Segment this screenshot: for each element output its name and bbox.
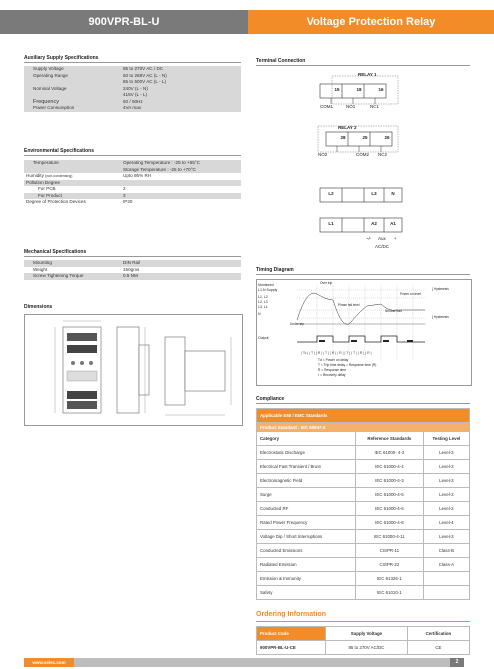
terminal-diagram — [256, 66, 470, 256]
table-row — [257, 530, 470, 544]
cell: Level-3 — [423, 446, 469, 460]
env-label: Pollution Degree — [26, 179, 60, 185]
page-number: 2 — [450, 658, 464, 667]
timing-legend-1: Td = Power on delay — [318, 358, 349, 362]
table-row — [257, 460, 470, 474]
label-no2: NO2 — [318, 152, 328, 157]
footer-bar — [24, 658, 464, 667]
timing-label-n: N — [258, 312, 261, 316]
table-row — [257, 558, 470, 572]
cell: Level-4 — [423, 516, 469, 530]
cell: IEC 61010-1 — [356, 586, 424, 600]
compliance-header: Reference Standards — [356, 432, 424, 446]
dimension-diagram — [25, 315, 242, 425]
table-row — [257, 641, 470, 655]
mech-table — [24, 260, 241, 280]
env-label-sub: (non-condensing) — [45, 174, 73, 178]
cell: IEC 61000-4-6 — [356, 502, 424, 516]
mech-value: 150gms — [123, 266, 140, 272]
ordering-header: Certification — [407, 627, 469, 641]
aux-label: Nominal Voltage — [33, 85, 67, 91]
table-row — [257, 544, 470, 558]
product-code-title: 900VPR-BL-U — [0, 10, 248, 34]
timing-hysteresis-1: } Hysteresis — [432, 287, 449, 291]
aux-value: 85 to 270V AC / DC — [123, 66, 164, 71]
aux-label: Power Consumption — [33, 105, 75, 110]
env-label: Temperature — [33, 160, 59, 165]
timing-label-supply: L1-N Supply — [258, 288, 278, 292]
timing-label-output: Output — [258, 336, 269, 340]
cell: Surge — [257, 488, 356, 502]
cell: IEC 61000-4-3 — [356, 474, 424, 488]
aux-text: Aux — [378, 236, 386, 241]
env-label: For PCB — [38, 186, 56, 191]
divider — [256, 403, 470, 404]
cell: IEC 61000-4-5 — [356, 488, 424, 502]
mech-label: Weight — [33, 266, 48, 272]
divider — [24, 62, 241, 63]
timing-label-monitored: Monitored — [258, 283, 274, 287]
table-row — [257, 516, 470, 530]
env-value: Operating Temperature : -25 to +55°C Storage Temperature : -25 to +70°C — [123, 160, 200, 172]
aux-label: Operating Range — [33, 72, 68, 78]
ordering-title: Ordering Information — [256, 611, 326, 618]
relay2-label: RELAY 2 — [338, 125, 357, 130]
timing-legend-2: T = Trip time delay = Response time (R) — [318, 363, 377, 367]
aux-label: Frequency — [33, 98, 59, 105]
cell: Electrical Fast Transient / Brust — [257, 460, 356, 474]
compliance-title: Compliance — [256, 396, 285, 402]
table-row — [257, 488, 470, 502]
terminal-title: Terminal Connection — [256, 58, 306, 64]
cell: IEC 61326-1 — [356, 572, 424, 586]
aux-table — [24, 66, 241, 112]
terminal-l3: L3 — [371, 191, 377, 196]
cell: Rated Power Frequency — [257, 516, 356, 530]
divider — [24, 155, 241, 156]
aux-value: 4VA max — [123, 105, 142, 110]
aux-minus-label: ~/- — [366, 236, 372, 241]
cell: Level-3 — [423, 488, 469, 502]
timing-legend-4: r = Recovery delay — [318, 373, 346, 377]
relay1-label: RELAY 1 — [358, 72, 377, 77]
env-label: Degree of Protection Devices — [26, 199, 86, 204]
svg-text:| Tc | | T | | R | | T | | R |: | Tc | | T | | R | | T | | R | | R | | T | | T | | R | | R | — [301, 351, 372, 355]
timing-note-poweron: Power on level — [400, 292, 421, 296]
compliance-band-standard: Product Standard : IEC 60947-2 — [257, 423, 470, 432]
footer-url[interactable]: www.selec.com — [24, 658, 74, 667]
timing-note-over: Over trip — [320, 281, 333, 285]
cell: CE — [407, 641, 469, 655]
table-row — [257, 446, 470, 460]
env-value: IP20 — [123, 199, 133, 204]
mech-value: DIN Rail — [123, 260, 141, 265]
terminal-16: 16 — [378, 87, 384, 92]
mech-value: 0.5 NM — [123, 273, 138, 278]
timing-title: Timing Diagram — [256, 267, 294, 273]
aux-value: 50 to 288V AC (L - N) 85 to 500V AC (L - L) — [123, 72, 167, 84]
cell: IEC 61000- 4-2 — [356, 446, 424, 460]
mech-title: Mechanical Specifications — [24, 249, 87, 255]
terminal-25: 25 — [362, 135, 368, 140]
mech-label: Screw Tightening Torque — [33, 273, 84, 278]
cell: CISPR-11 — [356, 544, 424, 558]
table-row — [257, 572, 470, 586]
terminal-a1: A1 — [390, 221, 396, 226]
cell: Voltage Dip / Short Interruptions — [257, 530, 356, 544]
cell: IEC 61000-4-8 — [356, 516, 424, 530]
compliance-header: Category — [257, 432, 356, 446]
terminal-l1: L1 — [328, 221, 334, 226]
ordering-table — [256, 626, 470, 655]
aux-value: 240V (L - N) 415V (L - L) — [123, 85, 148, 97]
acdc-label: AC/DC — [375, 244, 390, 249]
cell: Electromagnetic Field — [257, 474, 356, 488]
cell: Class-B — [423, 544, 469, 558]
mech-label: Mounting — [33, 260, 52, 265]
terminal-26: 26 — [384, 135, 390, 140]
dimensions-drawing — [24, 314, 243, 426]
cell: Electrostatic Discharge — [257, 446, 356, 460]
product-name-title: Voltage Protection Relay — [248, 10, 494, 34]
cell: IEC 61000-4-4 — [356, 460, 424, 474]
cell: Class-A — [423, 558, 469, 572]
label-com2: COM2 — [356, 152, 370, 157]
terminal-a2: A2 — [371, 221, 377, 226]
aux-label: Supply Voltage — [33, 66, 64, 71]
aux-title: Auxiliary Supply Specifications — [24, 55, 99, 61]
cell: Emission & Immunity — [257, 572, 356, 586]
aux-value: 50 / 60Hz — [123, 98, 143, 104]
cell — [423, 586, 469, 600]
env-value: 2 — [123, 186, 126, 191]
timing-label-l2l3: L2, L3 — [258, 300, 268, 304]
cell: Level-3 — [423, 474, 469, 488]
cell: Conducted Emissions — [257, 544, 356, 558]
ordering-header: Product Code — [257, 627, 326, 641]
cell: Level-2 — [423, 502, 469, 516]
compliance-table — [256, 408, 470, 600]
env-value: Upto 95% RH — [123, 173, 152, 178]
cell: Radiated Emission — [257, 558, 356, 572]
table-row — [257, 502, 470, 516]
timing-label-l1l2: L1, L2 — [258, 295, 268, 299]
compliance-header: Testing Level — [423, 432, 469, 446]
env-value: 3 — [123, 192, 126, 198]
timing-hysteresis-2: } Hysteresis — [432, 315, 449, 319]
label-nc2: NC2 — [378, 152, 388, 157]
cell: Safety — [257, 586, 356, 600]
label-com1: COM1 — [320, 104, 334, 109]
dimensions-title: Dimensions — [24, 304, 53, 310]
cell: CISPR-22 — [356, 558, 424, 572]
timing-note-under: Under trip — [290, 322, 304, 326]
cell: 85 to 270V AC/DC — [326, 641, 408, 655]
divider — [256, 621, 470, 622]
timing-note-neutral: Neutral loss — [385, 309, 402, 313]
env-title: Environmental Specifications — [24, 148, 95, 154]
page-header — [0, 10, 494, 34]
timing-note-phasefail: Phase fail level — [338, 303, 360, 307]
table-row — [257, 474, 470, 488]
env-table — [24, 160, 241, 206]
terminal-15: 15 — [334, 87, 340, 92]
timing-waveforms — [257, 280, 471, 385]
timing-label-l3l1: L3, L1 — [258, 305, 268, 309]
label-nc1: NC1 — [370, 104, 380, 109]
table-row — [257, 586, 470, 600]
terminal-n: N — [391, 191, 395, 196]
cell: Level-3 — [423, 460, 469, 474]
ordering-header: Supply Voltage — [326, 627, 408, 641]
compliance-band-emi: Applicable EMI / EMC Standards — [257, 409, 470, 423]
env-label: For Product — [38, 192, 62, 198]
terminal-l2: L2 — [328, 191, 334, 196]
cell: IEC 61000-4-11 — [356, 530, 424, 544]
terminal-18: 18 — [356, 87, 362, 92]
cell: 900VPR-BL-U-CE — [257, 641, 326, 655]
cell: Level-3 — [423, 530, 469, 544]
divider — [24, 256, 241, 257]
cell — [423, 572, 469, 586]
label-no1: NO1 — [346, 104, 356, 109]
cell: Conducted RF — [257, 502, 356, 516]
divider — [256, 274, 470, 275]
timing-diagram — [256, 279, 472, 386]
terminal-28: 28 — [340, 135, 346, 140]
timing-legend-3: R = Response time — [318, 368, 347, 372]
aux-plus-label: + — [394, 236, 397, 241]
env-label-text: Humidity — [26, 173, 44, 178]
